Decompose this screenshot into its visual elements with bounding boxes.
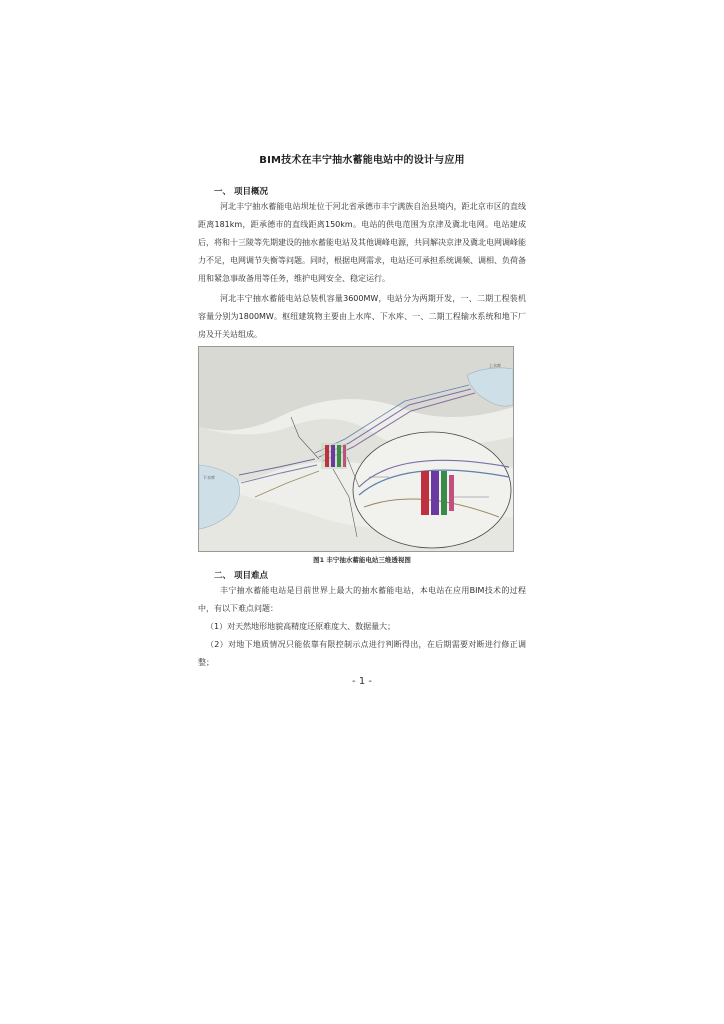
difficulty-item-1: （1）对天然地形地貌高精度还原难度大、数据量大； xyxy=(206,622,396,631)
difficulties-paragraph: 丰宁抽水蓄能电站是目前世界上最大的抽水蓄能电站，本电站在应用BIM技术的过程中，有以下难点问题： xyxy=(198,586,526,613)
figure-label-upper-reservoir: 上水库 xyxy=(489,363,501,368)
figure-caption: 图1 丰宁抽水蓄能电站三维透视图 xyxy=(313,556,411,564)
page-number: - 1 - xyxy=(352,676,372,687)
document-title: BIM技术在丰宁抽水蓄能电站中的设计与应用 xyxy=(259,155,465,166)
station-3d-figure xyxy=(198,346,514,552)
difficulty-item-2: （2）对地下地质情况只能依靠有限控制示点进行判断得出，在后期需要对断进行修正调整； xyxy=(198,640,526,667)
overview-paragraph-2: 河北丰宁抽水蓄能电站总装机容量3600MW，电站分为两期开发，一、二期工程装机容量分别为1800MW。枢纽建筑物主要由上水库、下水库、一、二期工程输水系统和地下厂房及开关站组成。 xyxy=(198,294,526,339)
section-heading-overview: 一、 项目概况 xyxy=(214,187,268,197)
station-3d-perspective-image xyxy=(199,347,513,551)
figure-label-lower-reservoir: 下水库 xyxy=(203,475,215,480)
section-heading-difficulties: 二、 项目难点 xyxy=(214,571,268,581)
overview-paragraph-1: 河北丰宁抽水蓄能电站坝址位于河北省承德市丰宁满族自治县境内，距北京市区的直线距离181km，距承德市的直线距离150km。电站的供电范围为京津及冀北电网。电站建成后，将和十三陵等先期建设的抽水蓄能电站及其他调峰电源，共同解决京津及冀北电网调峰能力不足，电网调节失衡等问题。同时，根据电网需求，电站还可承担系统调频、调相、负荷备用和紧急事故备用等任务，维护电网安全、稳定运行。 xyxy=(198,202,526,283)
